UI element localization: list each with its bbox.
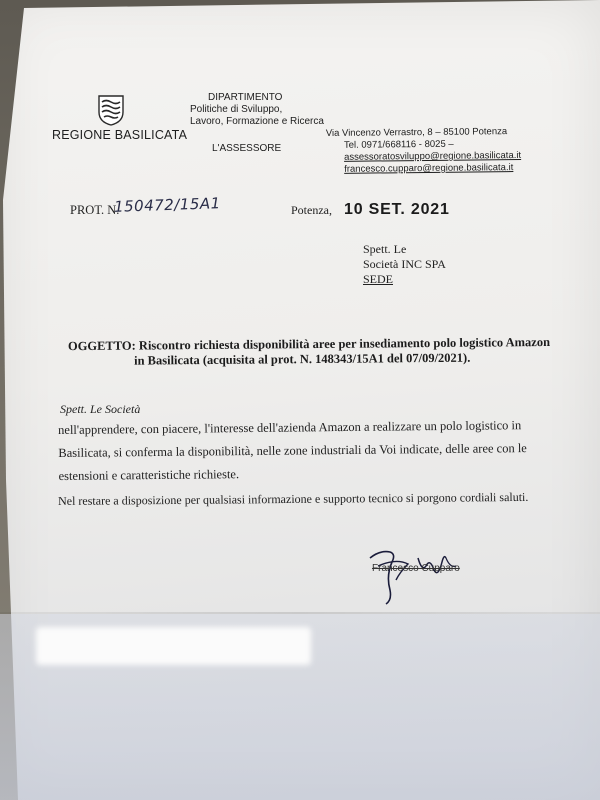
body-line: estensioni e caratteristiche richieste. [58,467,240,483]
department-line: Lavoro, Formazione e Ricerca [190,116,324,127]
email-link[interactable]: assessoratosviluppo@regione.basilicata.it [344,149,522,163]
body-line: nell'apprendere, con piacere, l'interesse dell'azienda Amazon a realizzare un polo logistico in [58,418,522,437]
department-block [190,92,324,128]
signer-name: Francesco Cupparo [372,563,460,574]
protocol-label: PROT. N. [70,203,120,217]
protocol-number-handwritten: 150472/15A1 [113,194,222,216]
subject-block [68,335,568,369]
date-stamp: 10 SET. 2021 [344,201,450,218]
greeting: Spett. Le Società [60,402,141,416]
department-title: DIPARTIMENTO [208,92,283,103]
office-title: L'ASSESSORE [212,143,282,154]
phone: Tel. 0971/668116 - 8025 – [343,138,454,151]
contacts-block [326,126,522,176]
city: Potenza, [291,203,332,217]
recipient-line: Spett. Le [363,242,407,256]
closing-text: Nel restare a disposizione per qualsiasi informazione e supporto tecnico si porgono cordiali saluti. [58,489,529,508]
region-crest-icon [96,94,126,126]
region-name: REGIONE BASILICATA [52,128,188,142]
department-line: Politiche di Sviluppo, [190,104,283,115]
address: Via Vincenzo Verrastro, 8 – 85100 Potenza [325,126,508,140]
redacted-area [36,627,311,665]
body-text [58,414,579,488]
recipient-line: Società INC SPA [363,257,446,271]
body-line: Basilicata, si conferma la disponibilità, nelle zone industriali da Voi indicate, delle aree con le [58,441,527,460]
subject-line: in Basilicata (acquisita al prot. N. 148343/15A1 del 07/09/2021). [134,350,471,368]
recipient-block [363,242,446,287]
email-link[interactable]: francesco.cupparo@regione.basilicata.it [344,162,514,175]
recipient-line: SEDE [363,272,393,286]
subject-line: OGGETTO: Riscontro richiesta disponibilità aree per insediamento polo logistico Amazon [67,334,551,354]
